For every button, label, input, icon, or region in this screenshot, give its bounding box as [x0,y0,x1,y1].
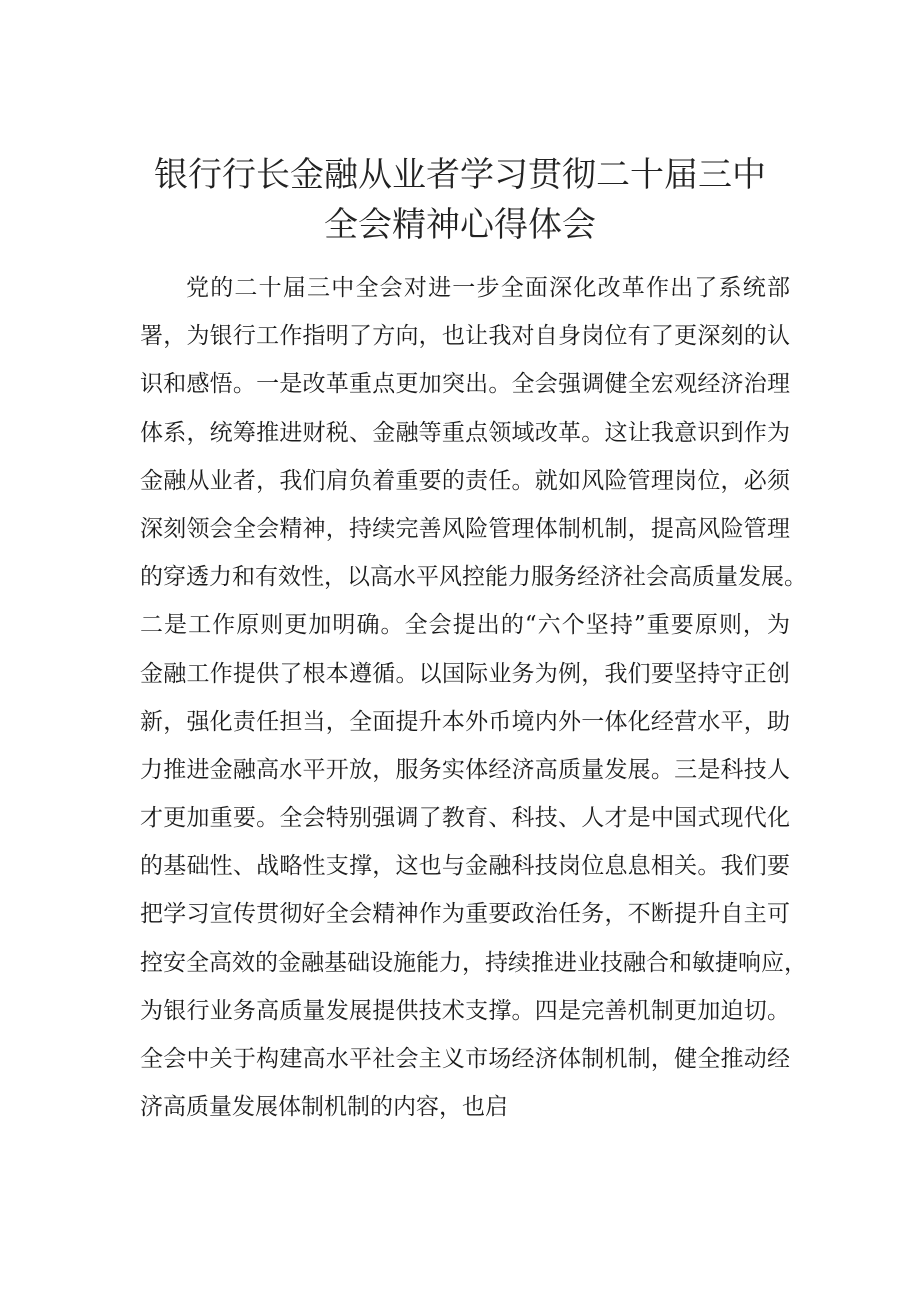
body-line: 二是工作原则更加明确。全会提出的“六个坚持”重要原则，为 [140,612,790,639]
body-line: 识和感悟。一是改革重点更加突出。全会强调健全宏观经济治理 [140,371,790,398]
body-line: 新，强化责任担当，全面提升本外币境内外一体化经营水平，助 [140,708,790,735]
body-line: 的穿透力和有效性，以高水平风控能力服务经济社会高质量发展。 [140,564,807,591]
body-line: 金融从业者，我们肩负着重要的责任。就如风险管理岗位，必须 [140,467,790,494]
body-line: 济高质量发展体制机制的内容，也启 [140,1094,508,1121]
body-line: 为银行业务高质量发展提供技术支撑。四是完善机制更加迫切。 [140,997,790,1024]
body-line: 党的二十届三中全会对进一步全面深化改革作出了系统部 [186,275,790,301]
document-body [140,264,807,1131]
body-line: 才更加重要。全会特别强调了教育、科技、人才是中国式现代化 [140,805,790,832]
body-line: 把学习宣传贯彻好全会精神作为重要政治任务，不断提升自主可 [140,901,790,928]
title-line: 银行行长金融从业者学习贯彻二十届三中 [154,155,766,195]
body-line: 全会中关于构建高水平社会主义市场经济体制机制，健全推动经 [140,1046,790,1072]
title-line: 全会精神心得体会 [324,205,596,245]
body-line: 力推进金融高水平开放，服务实体经济高质量发展。三是科技人 [140,756,790,783]
document-title [0,150,920,250]
body-line: 金融工作提供了根本遵循。以国际业务为例，我们要坚持守正创 [140,660,790,687]
body-line: 的基础性、战略性支撑，这也与金融科技岗位息息相关。我们要 [140,853,790,880]
body-line: 署，为银行工作指明了方向，也让我对自身岗位有了更深刻的认 [140,323,790,350]
body-line: 体系，统筹推进财税、金融等重点领域改革。这让我意识到作为 [140,419,790,446]
body-line: 控安全高效的金融基础设施能力，持续推进业技融合和敏捷响应， [140,949,807,976]
body-line: 深刻领会全会精神，持续完善风险管理体制机制，提高风险管理 [140,515,790,542]
